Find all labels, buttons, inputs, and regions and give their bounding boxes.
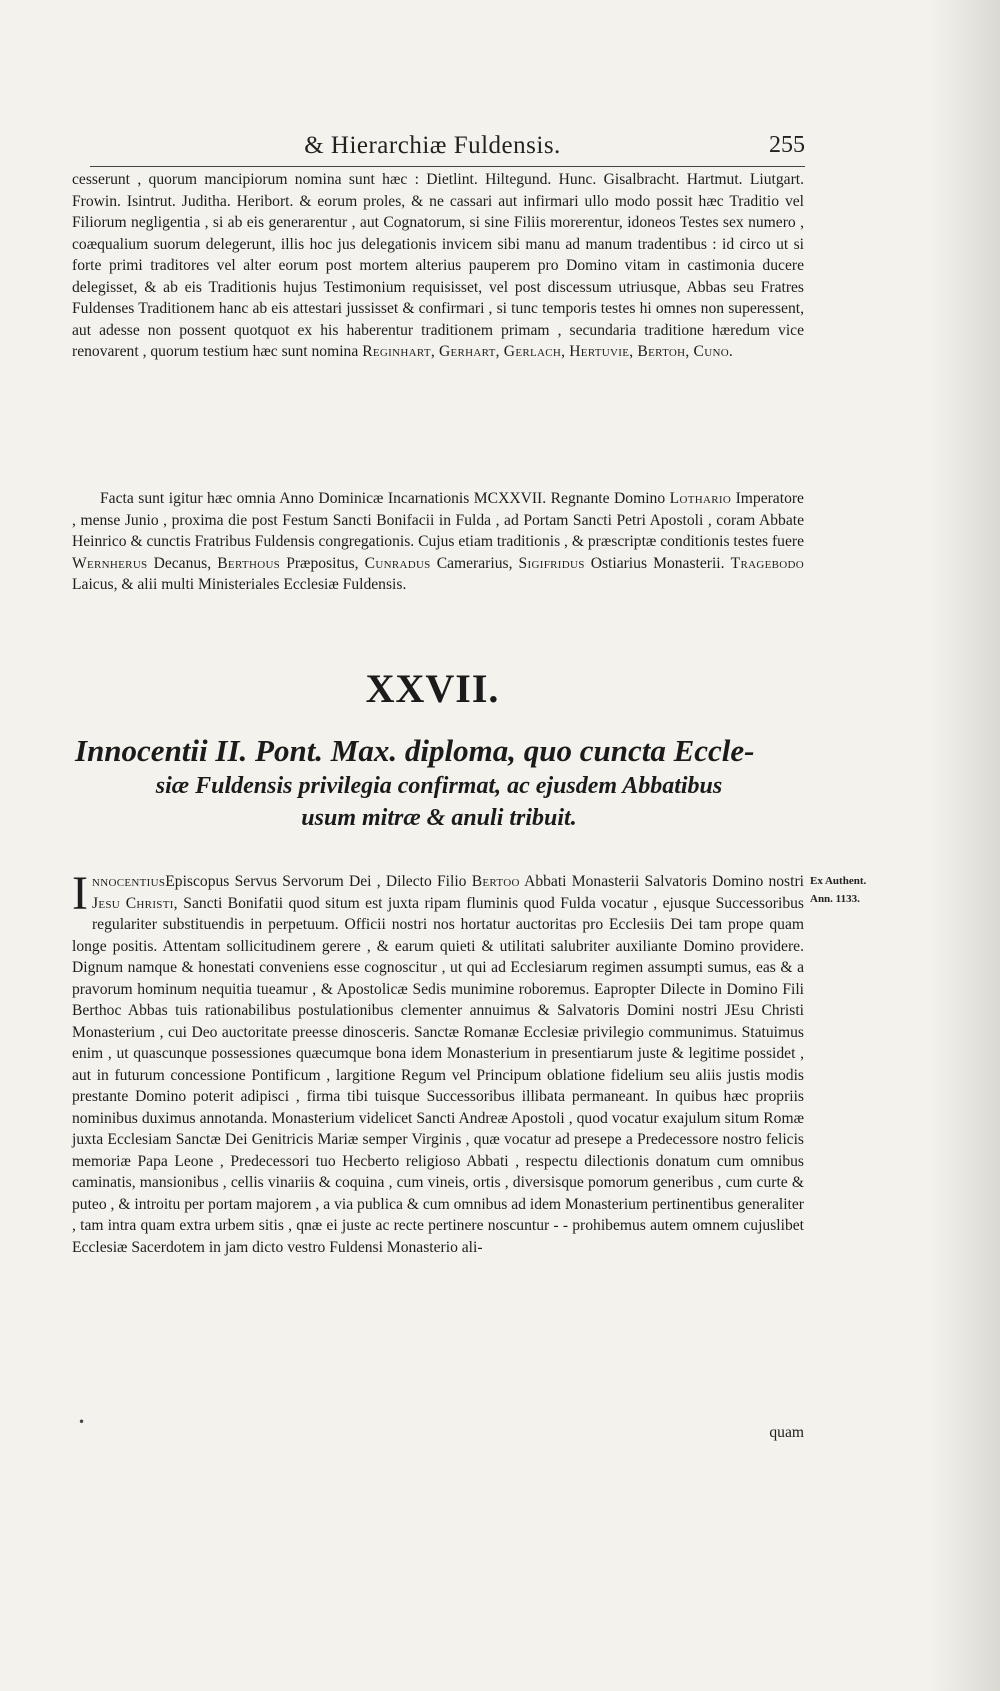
paragraph-text: Præpositus,	[286, 554, 359, 572]
witness-name: Cuno.	[693, 343, 734, 360]
paragraph-testes	[72, 169, 804, 363]
witness-name: Gerhart,	[438, 343, 500, 360]
witness-name: Hertuvie,	[569, 343, 634, 360]
paragraph-text: Abbati Monasterii Salvatoris Domino nostri	[524, 873, 804, 890]
document-title-line: siæ Fuldensis privilegia confirmat, ac ejusdem Abbatibus	[155, 773, 723, 799]
paragraph-text: Episcopus Servus Servorum Dei , Dilecto Filio	[165, 873, 467, 890]
pope-name: nnocentius	[91, 873, 166, 890]
witness-name: Cunradus	[364, 554, 431, 572]
page-number: 255	[769, 132, 805, 158]
paragraph-text: cesserunt , quorum mancipiorum nomina sunt hæc : Dietlint. Hiltegund. Hunc. Gisalbracht. Hartmut. Liutgart. Frowin. Isintrut. Juditha. Heribort. & eorum proles, & ne cassari aut infirmari ullo modo possit hæc Traditio vel Filiorum negligentia , si ab eis generarentur , aut Cognatorum, si sine Filiis morerentur, idoneos Testes sex numero , coæqualium suorum delegerunt, illis hoc jus delegationis invicem sibi manu ad manum tradentibus : id circo ut si forte primi traditores vel alter eorum post mortem alterius pauperem pro Domino vitam in castimonia ducere delegisset, & ab eis Traditionis hujus Testimonium requisisset, vel post discessum utriusque, Abbas seu Fratres Fuldenses Traditionem hanc ab eis attestari jussisset & confirmari , si tunc temporis testes hi omnes non superessent, aut adesse non possent quotquot ex his haberentur traditionem primam , secundaria traditione hæredum vice renovarent , quorum testium hæc sunt nomina	[72, 171, 804, 360]
witness-name: Gerlach,	[503, 343, 566, 360]
paragraph-text: Camerarius,	[436, 554, 513, 572]
witness-name: Tragebodo	[730, 554, 804, 572]
paragraph-facta	[72, 488, 804, 596]
witness-name: Reginhart,	[362, 343, 436, 360]
witness-name: Bertoh,	[637, 343, 690, 360]
section-number: XXVII.	[365, 666, 500, 711]
abbot-name: Bertoo	[471, 873, 520, 890]
running-title: & Hierarchiæ Fuldensis.	[304, 132, 561, 159]
paragraph-text: Sancti Bonifatii quod situm est juxta ripam fluminis quod Fulda vocatur , ejusque Successoribus regulariter substituendis in perpetuum. Officii nostri nos hortatur auctoritas pro Ecclesiis Dei tam prope quam longe positis. Attentam sollicitudinem gerere , & earum quieti & utilitati salubriter auxiliante Domino providere. Dignum namque & honestati conveniens esse cognoscitur , ut qui ad Ecclesiarum regimen assumpti sumus, eas & a pravorum hominum nequitia tueamur , & Apostolicæ Sedis munimine roboremus. Eapropter Dilecte in Domino Fili Berthoc Abbas tuis rationabilibus postulationibus clementer annuimus & Salvatoris Domini nostri JEsu Christi Monasterium , cui Deo auctoritate preesse dinosceris. Sanctæ Romanæ Ecclesiæ privilegio communimus. Statuimus enim , ut quascunque possessiones quæcumque bona idem Monasterium in presentiarum juste & legitime possidet , aut in futurum concessione Pontificum , largitione Regum vel Principum oblatione fidelium seu aliis justis modis prestante Domino poterit adipisci , firma tibi tuisque Successoribus illibata permaneant. In quibus hæc propriis nominibus duximus annotanda. Monasterium videlicet Sancti Andreæ Apostoli , quod vocatur exajulum situm Romæ juxta Ecclesiam Sanctæ Dei Genitricis Mariæ semper Virginis , quæ vocatur ad presepe a Predecessore nostro felicis memoriæ Papa Leone , Predecessori tuo Hecberto religioso Abbati , respectu dilectionis donatum cum omnibus caminatis, mansionibus , cellis vinariis & coquina , cum vineis, ortis , diversisque pomorum generibus , cum curte & puteo , & introitu per portam majorem , a via publica & cum omnibus ad idem Monasterium pertinentibus generaliter , tam intra quam extra urbem sitis , qnæ ei juste ac recte pertinere noscuntur - - prohibemus autem omnem cujuslibet Ecclesiæ Sacerdotem in jam dicto vestro Fuldensi Monasterio ali-	[72, 894, 804, 1256]
paragraph-text: Laicus, & alii multi Ministeriales Ecclesiæ Fuldensis.	[72, 576, 407, 593]
margin-note-year: Ann. 1133.	[810, 893, 860, 905]
document-title-line: Innocentii II. Pont. Max. diploma, quo cuncta Eccle-	[75, 733, 755, 768]
paragraph-text: Imperatore , mense Junio , proxima die post Festum Sancti Bonifacii in Fulda , ad Portam Sancti Petri Apostoli , coram Abbate Heinrico & cunctis Fratribus Fuldensis congregationis. Cujus etiam traditionis , & præscriptæ conditionis testes fuere	[72, 490, 804, 550]
witness-name: Wernherus	[72, 554, 148, 572]
document-title	[75, 732, 803, 834]
margin-note	[810, 872, 900, 908]
header-rule	[90, 166, 805, 167]
holy-name: Jesu Christi,	[91, 894, 178, 912]
emperor-name: Lothario	[669, 490, 732, 507]
margin-note-source: Ex Authent.	[810, 875, 867, 887]
paragraph-text: Decanus,	[153, 554, 212, 572]
paragraph-text: Facta sunt igitur hæc omnia Anno Dominicæ Incarnationis MCXXVII. Regnante Domino	[100, 490, 666, 507]
running-head	[60, 128, 805, 162]
paragraph-diploma	[72, 867, 804, 1258]
witness-name: Berthous	[217, 554, 281, 572]
catchword: quam	[769, 1424, 804, 1441]
witness-name: Sigifridus	[518, 554, 585, 572]
page-gutter-shadow	[930, 0, 1000, 1691]
document-title-line: usum mitræ & anuli tribuit.	[301, 805, 577, 831]
signature-mark: •	[78, 1415, 86, 1429]
drop-cap: I	[72, 867, 88, 920]
paragraph-text: Ostiarius Monasterii.	[590, 554, 725, 572]
